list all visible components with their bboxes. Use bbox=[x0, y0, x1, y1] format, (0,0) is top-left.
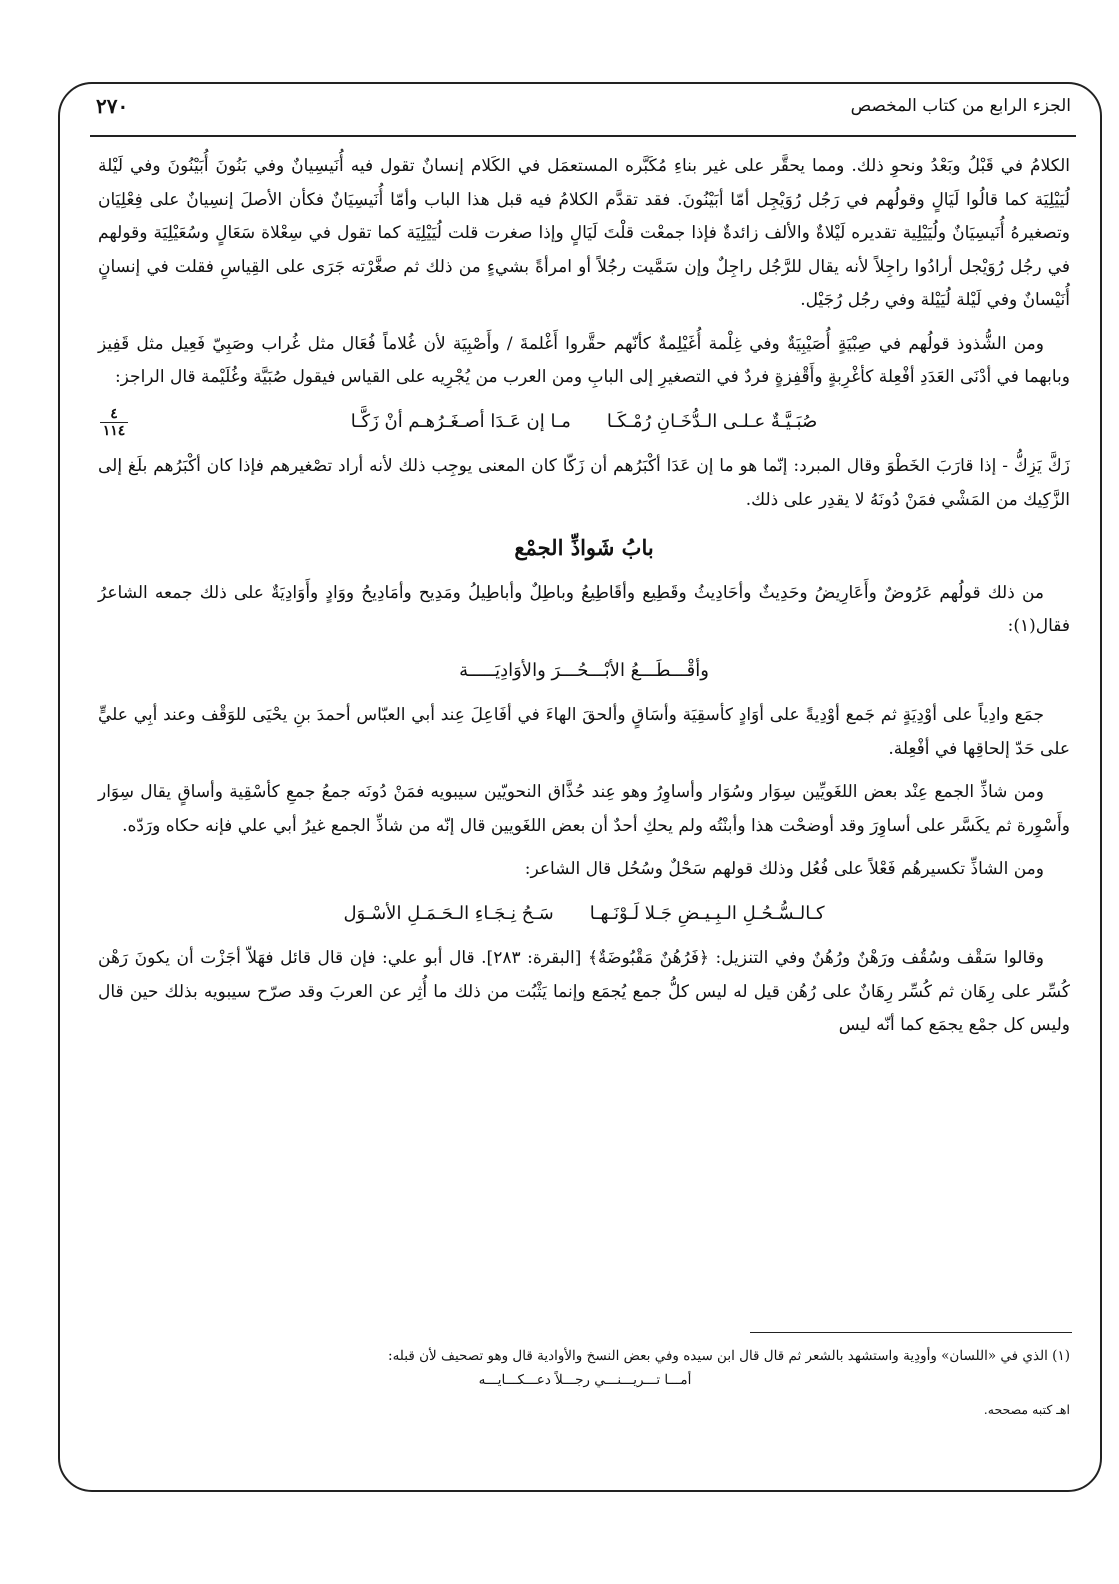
verse-1-second-hemistich: مـا إن عَـدَا أصـغَـرُهـم أنْ زَكَّـا bbox=[350, 410, 571, 432]
paragraph-8: وقالوا سَقْف وسُقُف ورَهْنٌ ورُهُنٌ وفي التنزيل: ﴿فَرُهُنٌ مَقْبُوضَةٌ﴾ [البقرة: ٢٨٣]. قال أبو علي: فإن قال قائل فهَلاّ أجَزْت أن يكونَ رَهْن كُسِّر على رِهَان ثم كُسِّر رِهَانٌ على رُهُن قيل له ليس كلُّ جمع يُجمَع وإنما يَثْبُت من ذلك ما أُثِر عن العربَ وقد صرّح سيبويه بذلك حين قال وليس كل جمْع يجمَع كما أنّه ليس bbox=[98, 948, 1070, 1035]
verse-1-first-hemistich: صُبَـيَّـةٌ عـلـى الـدُّخَـانِ رُمْـكَـا bbox=[606, 410, 818, 432]
footnote-rule bbox=[750, 1332, 1072, 1333]
footnote-1-verse: أمـــا تـــريـــنـــي رجـــلاً دعـــكـــايـــه bbox=[478, 1372, 692, 1388]
page-number: ٢٧٠ bbox=[96, 94, 129, 118]
verse-2-line: وأقْـــطَـــعُ الأبْـــحُـــرَ والأوَادِيَـــــة bbox=[459, 659, 709, 681]
header-rule bbox=[90, 135, 1076, 137]
corrector-signature: اهـ كتبه مصححه. bbox=[983, 1402, 1070, 1417]
main-text bbox=[98, 150, 1070, 1053]
paragraph-3: زَكَّ يَزِكُّ - إذا قارَبَ الخَطْوَ وقال المبرد: إنّما هو ما إن عَدَا أكْبَرُهم أن زَكّا كان المعنى يوجِب ذلك لأنه أراد تصْغيرهم فإذا كان أكْبَرُهم بلَغ إلى الزَّكِيك من المَشْي فمَنْ دُونَهُ لا يقدِر على ذلك. bbox=[98, 456, 1070, 510]
verse-3-first-hemistich: كـالـسُّـحُـلِ الـبِـيـضِ جَـلا لَـوْنَـهـا bbox=[589, 902, 825, 924]
paragraph-4: من ذلك قولُهم عَرُوضٌ وأَعَارِيضُ وحَدِيثٌ وأحَادِيثُ وقَطِيع وأقَاطِيعُ وباطِلٌ وأباطِيلُ ومَدِيح وأمَادِيحُ ووَادٍ وأَوَادِيَةٌ على ذلك جمعه الشاعرُ فقال(١): bbox=[98, 582, 1070, 636]
verse-2 bbox=[98, 654, 1070, 688]
verse-3-second-hemistich: سَـحُ نِـجَـاءِ الـحَـمَـلِ الأسْـوَل bbox=[343, 902, 554, 924]
verse-1 bbox=[98, 405, 1070, 439]
margin-ref-page: ١١٤ bbox=[102, 423, 126, 439]
footnote-1: (١) الذي في «اللسان» وأودِية واستشهد بالشعر ثم قال قال ابن سيده وفي بعض النسخ والأوادية قال وهو تصحيف لأن قبله: bbox=[388, 1348, 1070, 1364]
section-title: بابُ شَواذِّ الجمْع bbox=[514, 535, 654, 560]
footnotes bbox=[100, 1344, 1070, 1422]
paragraph-5: جمَع وادِياً على أوْدِيَةٍ ثم جَمع أوْدِيةً على أوَادٍ كأسقِيَة وأسَاقٍ وألحقَ الهاءَ في أفَاعِلَ عِند أبي العبّاس أحمدَ بنِ يحْيَى للوَقْف وعند أبِي عليٍّ على حَدّ إلحاقِها في أفْعِلة. bbox=[98, 705, 1070, 759]
running-title: الجزء الرابع من كتاب المخصص bbox=[850, 96, 1071, 116]
paragraph-6: ومن شاذِّ الجمع عِنْد بعض اللغَويِّين سِوَار وسُوَار وأساوِرُ وهو عِند حُذَّاق النحويّين سيبويه فمَنْ دُونَه جمعُ جمعِ كأسْقِية وأساقٍ يقال سِوَار وأَسْوِرة ثم يكَسَّر على أساوِرَ وقد أوضحْت هذا وأبنْتُه ولم يحكِ أحدٌ أن بعض اللغَويين قال إنّه من شاذِّ الجمع غيرُ أبي علي فإنه حكاه ورَدّه. bbox=[98, 782, 1070, 836]
paragraph-2: ومن الشُّذوذ قولُهم في صِبْيَةٍ أُصَيْبِيَةٌ وفي غِلْمة أُغَيْلِمةٌ كأنّهم حقَّروا أَغْلمةَ / وأَصْبِيَة لأن غُلاماً فُعَال مثل غُراب وصَبِيّ فَعِيل مثل قَفِيز وبابهما في أدْنَى العَدَدِ أفْعِلة كأغْرِبةٍ وأَقْفِزةٍ فردٌ في التصغيرِ إلى البابِ ومن العرب من يُجْرِيه على القياس فيقول صُبَيَّة وغُلَيْمة قال الراجز: bbox=[98, 333, 1070, 387]
verse-3 bbox=[98, 897, 1070, 931]
margin-ref-volume: ٤ bbox=[100, 406, 128, 423]
paragraph-1: الكلامُ في قَبْلُ وبَعْدُ ونحوِ ذلك. ومما يحقَّر على غير بناءِ مُكَبَّره المستعمَل في الكَلام إنسانٌ تقول فيه أُنَيسِيانٌ وفي بَنُونَ أُبَيْنُونَ وفي لَيْلة لُيَيْلِيَة كما قالُوا لَيَالٍ وقولُهم في رَجُل رُوَيْجِل أمّا أبَيْنُونَ. فقد تقدَّم الكلامُ فيه قبل هذا الباب وأمّا أُنَيسِيَانٌ فكأن الأصلَ إنسِيانٌ على فِعْلِيَان وتصغيرهُ أُنَيسِيَانٌ ولُيَيْلِية تقديره لَيْلاةٌ والألف زائدةٌ فإذا جمعْت قلْتَ لَيَالٍ وإذا صغرت قلت لُيَيْلِيَة كما تقول في سِعْلاة سَعَالٍ وسُعَيْلِيَة وقولهم في رجُل رُوَيْجل أرادُوا راجِلاً لأنه يقال للرَّجُل راجِلٌ وإن سَمَّيت رجُلاً أو امرأةً بشيءٍ من ذلك ثم صغَّرْته جَرَى على القِياسِ فقلت في إنسانٍ أُنَيْسانٌ وفي لَيْلة لُيَيْلة وفي رجُل رُجَيْل. bbox=[98, 156, 1070, 310]
page-header bbox=[96, 94, 1071, 130]
paragraph-7: ومن الشاذِّ تكسيرهُم فَعْلاً على فُعُل وذلك قولهم سَحْلٌ وسُحُل قال الشاعر: bbox=[524, 859, 1044, 879]
